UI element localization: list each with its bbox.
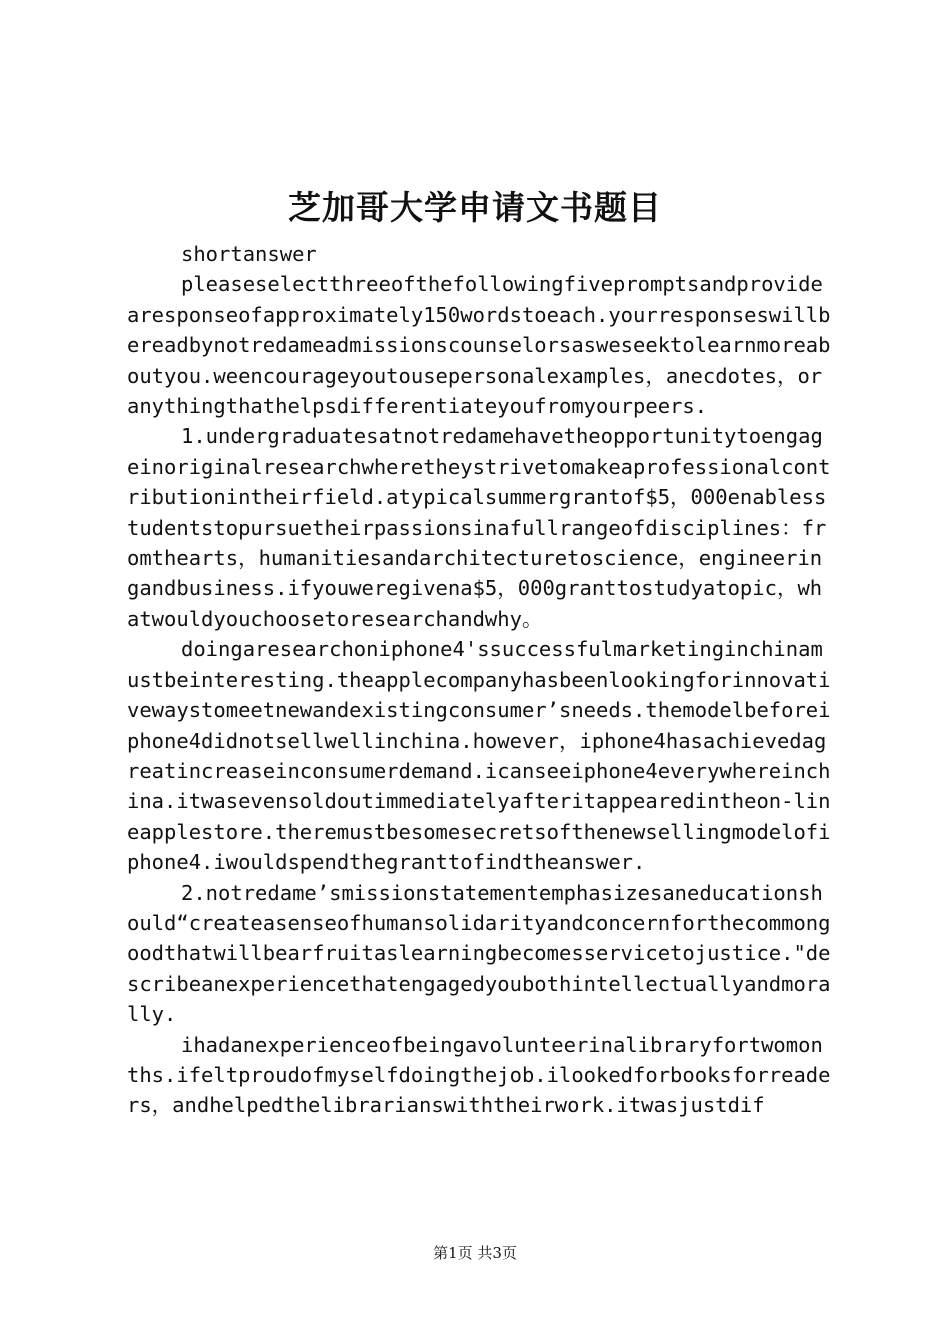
paragraph-instructions: pleaseselectthreeofthefollowingfivepromptsandprovidearesponseofapproximately150wordstoeach.yourresponseswillbereadbynotredameadmissionscounselorsasweseektolearnmoreaboutyou.weencourageyoutousepersonalexamples，anecdotes，oranythingthathelpsdifferentiateyoufromyourpeers. (127, 272, 831, 419)
page-footer: 第1页 共3页 (433, 1244, 517, 1262)
document-body (127, 239, 833, 1121)
paragraph-answer-1: doingaresearchoniphone4'ssuccessfulmarketinginchinamustbeinteresting.theapplecompanyhasbeenlookingforinnovativewaystomeetnewandexistingconsumer’sneeds.themodelbeforeiphone4didnotsellwellinchina.however，iphone4hasachievedagreatincreaseinconsumerdemand.icanseeiphone4everywhereinchina.itwasevensoldoutimmediatelyafteritappearedintheon-lineapplestore.theremustbesomesecretsofthenewsellingmodelofiphone4.iwouldspendthegranttofindtheanswer. (127, 637, 831, 875)
paragraph-heading: shortanswer (181, 242, 317, 266)
paragraph-prompt-1: 1.undergraduatesatnotredamehavetheopportunitytoengageinoriginalresearchwheretheystrivetomakeaprofessionalcontributionintheirfield.atypicalsummergrantof$5，000enablesstudentstopursuetheirpassionsinafullrangeofdisciplines：fromthearts，humanitiesandarchitecturetoscience，engineeringandbusiness.ifyouweregivena$5，000granttostudyatopic，whatwouldyouchoosetoresearchandwhy。 (127, 424, 831, 631)
paragraph-answer-2: ihadanexperienceofbeingavolunteerinalibraryfortwomonths.ifeltproudofmyselfdoingthejob.ilookedforbooksforreaders，andhelpedthelibrarianswiththeirwork.itwasjustdif (127, 1032, 831, 1118)
paragraph-prompt-2: 2.notredame’smissionstatementemphasizesaneducationshould“createasenseofhumansolidarityandconcernforthecommongoodthatwillbearfruitaslearningbecomesservicetojustice."describeanexperiencethatengagedyoubothintellectuallyandmorally. (127, 880, 831, 1027)
document-title: 芝加哥大学申请文书题目 (288, 188, 662, 227)
